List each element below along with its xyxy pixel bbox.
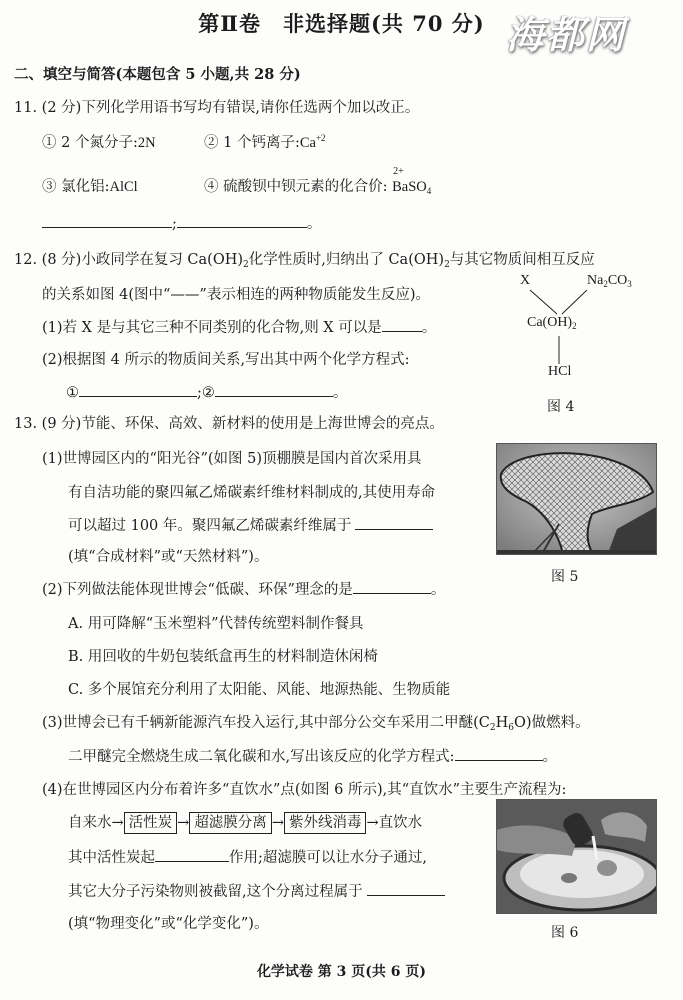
figure-6-photo (496, 799, 657, 914)
flow-step-activated-carbon: 活性炭 (124, 812, 178, 834)
q12-answer-blank-2[interactable] (215, 383, 333, 397)
link-x-caoh2 (530, 290, 557, 314)
node-na2co3-main: Na (587, 273, 604, 288)
water-process-flow (68, 811, 422, 834)
q11-answer-sep: ; (172, 216, 177, 232)
q13-p1-line2: 有自洁功能的聚四氟乙烯碳素纤维材料制成的,其使用寿命 (68, 485, 436, 501)
q11-stem: 11. (2 分)下列化学用语书写均有错误,请你任选两个加以改正。 (14, 100, 420, 116)
q13-option-c: C. 多个展馆充分利用了太阳能、风能、地源热能、生物质能 (68, 682, 451, 698)
q11-answer-blank-2[interactable] (177, 214, 307, 228)
figure-4-lines (500, 268, 650, 418)
q13-p3-line2 (68, 745, 557, 766)
q13-p3-sub2: 6 (508, 723, 515, 733)
node-caoh2-main: Ca(OH) (527, 315, 573, 330)
q13-p1-line1: (1)世博园区内的“阳光谷”(如图 5)顶棚膜是国内首次采用具 (42, 451, 422, 467)
q12-stem (14, 248, 595, 270)
q11-item-4 (204, 166, 432, 196)
q13-p2-text: (2)下列做法能体现世博会“低碳、环保”理念的是 (42, 582, 353, 598)
q11-item-2-label: ② 1 个钙离子: (204, 135, 300, 151)
figure-5-caption: 图 5 (551, 569, 579, 585)
figure-4-caption: 图 4 (547, 399, 575, 415)
q11-item-1-label: ① 2 个氮分子: (42, 135, 138, 151)
section-heading: 二、填空与简答(本题包含 5 小题,共 28 分) (14, 66, 301, 83)
q13-p4-blank-2[interactable] (367, 882, 445, 896)
q13-p2 (42, 578, 445, 599)
q13-p4-line2 (68, 846, 427, 867)
q13-p3-blank[interactable] (455, 747, 543, 761)
q12-sub1-end: 。 (421, 320, 437, 336)
flow-arrow-1: → (177, 815, 190, 831)
q13-option-a: A. 用可降解“玉米塑料”代替传统塑料制作餐具 (68, 616, 364, 632)
node-na2co3-sub2: 3 (627, 279, 632, 289)
q13-option-b: B. 用回收的牛奶包装纸盒再生的材料制造休闲椅 (68, 649, 378, 665)
q13-p4-line3-text: 其它大分子污染物则被截留,这个分离过程属于 (68, 884, 363, 900)
node-x: X (520, 273, 531, 288)
q11-item-3 (42, 175, 138, 196)
q12-stem-sub-1: 2 (243, 260, 249, 270)
node-na2co3-mid: CO (607, 273, 628, 288)
q11-item-3-label: ③ 氯化铝: (42, 179, 110, 195)
part-label: 第Ⅱ卷 (198, 11, 261, 36)
q12-stem-part-1: 12. (8 分)小政同学在复习 Ca(OH) (14, 252, 244, 268)
q13-p4-line4: (填“物理变化”或“化学变化”)。 (68, 916, 269, 932)
q13-p3-line1 (42, 711, 590, 733)
figure-4-diagram (500, 268, 650, 418)
q13-p4-line1: (4)在世博园区内分布着许多“直饮水”点(如图 6 所示),其“直饮水”主要生产流程为: (42, 782, 567, 798)
flow-start: 自来水→ (68, 815, 124, 831)
q11-item-4-formula-sub: 4 (426, 186, 432, 196)
q11-item-4-valence: 2+ (393, 166, 404, 177)
q13-p1-blank[interactable] (355, 516, 433, 530)
part-heading: 非选择题(共 70 分) (282, 11, 485, 36)
flow-step-uv-disinfection: 紫外线消毒 (284, 812, 367, 834)
flow-arrow-2: → (271, 815, 284, 831)
q11-item-1 (42, 131, 156, 152)
q11-answer-blank-1[interactable] (42, 214, 172, 228)
node-na2co3 (587, 273, 632, 289)
q13-p3-mid: H (495, 715, 509, 731)
q13-p1-line4: (填“合成材料”或“天然材料”)。 (68, 549, 269, 565)
q13-p3-end: 。 (542, 749, 557, 765)
q11-answer-end: 。 (306, 216, 322, 232)
q13-p4-line3 (68, 880, 445, 901)
q13-p4-line2-a: 其中活性炭起 (68, 850, 155, 866)
sun-valley-structure-image (497, 444, 657, 555)
node-caoh2-sub: 2 (572, 321, 577, 331)
q13-p3-line1-b: O)做燃料。 (514, 715, 590, 731)
flow-step-ultrafiltration: 超滤膜分离 (189, 812, 272, 834)
node-hcl: HCl (548, 364, 572, 379)
q12-stem-part-3: 与其它物质间相互反应 (449, 252, 595, 268)
q12-sub1-text: (1)若 X 是与其它三种不同类别的化合物,则 X 可以是 (42, 320, 382, 336)
q13-p4-blank-1[interactable] (155, 848, 229, 862)
q12-stem-line2: 的关系如图 4(图中“——”表示相连的两种物质能发生反应)。 (42, 287, 430, 303)
q11-item-2-formula: Ca (299, 135, 316, 151)
q13-p1-line3 (68, 514, 433, 535)
q12-sub1-blank[interactable] (382, 318, 422, 332)
q11-item-1-formula: 2N (137, 135, 156, 151)
q11-item-3-formula: AlCl (109, 179, 138, 195)
q11-item-4-label: ④ 硫酸钡中钡元素的化合价: (204, 179, 388, 195)
watermark-logo: 海都网 (506, 12, 627, 57)
q13-p2-blank[interactable] (353, 580, 431, 594)
q11-item-2-charge: +2 (315, 133, 326, 143)
q13-p3-line1-a: (3)世博会已有千辆新能源汽车投入运行,其中部分公交车采用二甲醚(C (42, 715, 490, 731)
q11-item-4-formula (392, 166, 432, 196)
q13-p1-line3-text: 可以超过 100 年。聚四氟乙烯碳素纤维属于 (68, 518, 352, 534)
q12-ans-end: 。 (332, 385, 348, 401)
node-caoh2 (527, 315, 577, 331)
figure-5-photo (496, 443, 657, 555)
q12-ans-1-label: ① (66, 385, 79, 401)
q13-p4-line2-b: 作用;超滤膜可以让水分子通过, (229, 850, 427, 866)
q13-p2-end: 。 (430, 582, 446, 598)
q13-stem: 13. (9 分)节能、环保、高效、新材料的使用是上海世博会的亮点。 (14, 416, 444, 432)
q12-sub1 (42, 316, 436, 337)
page-footer: 化学试卷 第 3 页(共 6 页) (256, 964, 427, 980)
flow-end: →直饮水 (366, 815, 423, 831)
node-na2co3-sub1: 2 (603, 279, 608, 289)
q12-stem-sub-2: 2 (444, 260, 450, 270)
q13-p3-sub1: 2 (489, 723, 496, 733)
q12-answer-line (66, 381, 347, 402)
q12-sub2: (2)根据图 4 所示的物质间关系,写出其中两个化学方程式: (42, 352, 410, 368)
q12-answer-blank-1[interactable] (79, 383, 197, 397)
q12-stem-part-2: 化学性质时,归纳出了 Ca(OH) (248, 252, 445, 268)
q11-item-4-formula-main: BaSO (392, 179, 427, 195)
q11-answer-line (42, 212, 321, 233)
q12-ans-2-label: ;② (197, 385, 215, 401)
q13-p3-line2-text: 二甲醚完全燃烧生成二氧化碳和水,写出该反应的化学方程式: (68, 749, 455, 765)
drinking-fountain-image (497, 800, 657, 914)
link-na2co3-caoh2 (562, 290, 587, 314)
figure-6-caption: 图 6 (551, 925, 579, 941)
q11-item-2 (204, 131, 326, 152)
